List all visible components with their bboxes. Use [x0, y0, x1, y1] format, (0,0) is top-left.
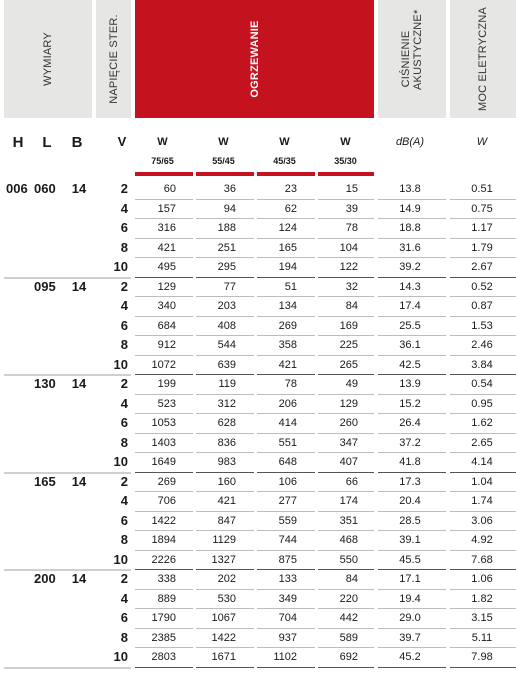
- cell-w1: 1790: [151, 612, 176, 624]
- cell-db: 20.4: [399, 495, 421, 507]
- cell-w3: 133: [278, 573, 297, 585]
- cell-v: 4: [120, 298, 128, 313]
- cell-w4: 169: [339, 319, 358, 332]
- cell-w2: 251: [217, 241, 236, 254]
- subheader-h: H: [12, 134, 24, 151]
- group-b-value: 14: [71, 376, 87, 391]
- cell-w4: 15: [345, 183, 358, 195]
- cell-p: 7.98: [471, 651, 493, 663]
- cell-p: 7.68: [471, 553, 493, 566]
- cell-w2: 119: [218, 378, 236, 390]
- cell-w3: 124: [278, 222, 297, 234]
- cell-w1: 889: [157, 592, 176, 605]
- cell-w3: 206: [278, 397, 297, 410]
- cell-w1: 1403: [151, 436, 176, 449]
- cell-w2: 94: [223, 202, 236, 215]
- cell-v: 8: [120, 532, 128, 547]
- cell-p: 3.06: [471, 514, 493, 527]
- cell-p: 0.75: [471, 202, 493, 215]
- cell-w4: 260: [339, 417, 358, 429]
- cell-w1: 495: [157, 261, 176, 273]
- cell-w2: 77: [223, 280, 236, 293]
- cell-w1: 1649: [151, 456, 176, 468]
- cell-w4: 442: [339, 612, 358, 624]
- cell-v: 2: [120, 181, 128, 196]
- cell-w1: 1422: [151, 514, 176, 527]
- cell-w4: 122: [339, 261, 358, 273]
- cell-db: 13.8: [399, 183, 421, 195]
- table-row: [0, 336, 516, 355]
- cell-w1: 129: [157, 280, 176, 293]
- cell-w1: 340: [157, 300, 176, 312]
- table-row: [0, 414, 516, 433]
- cell-p: 0.52: [471, 280, 493, 293]
- cell-divider: [135, 667, 193, 668]
- cell-p: 1.17: [471, 222, 493, 234]
- table-row: [0, 531, 516, 550]
- cell-v: 4: [120, 590, 128, 606]
- cell-w1: 316: [157, 222, 176, 234]
- table-row: [0, 473, 516, 492]
- cell-db: 14.3: [399, 280, 421, 293]
- header-napiecie-label: NAPIĘCIE STER.: [107, 14, 120, 104]
- cell-v: 4: [120, 493, 128, 508]
- cell-w1: 199: [157, 378, 176, 390]
- group-b-value: 14: [71, 278, 87, 294]
- subheader-l: L: [42, 134, 52, 151]
- cell-db: 13.9: [399, 378, 421, 390]
- cell-v: 2: [120, 473, 128, 489]
- cell-w3: 194: [278, 261, 297, 273]
- cell-v: 2: [120, 376, 128, 391]
- cell-p: 3.15: [471, 612, 493, 624]
- group-l-value: 200: [34, 571, 56, 586]
- db-unit: dB(A): [395, 136, 425, 148]
- header-ogrzewanie: [135, 0, 374, 118]
- group-l-value: 060: [34, 181, 56, 196]
- table-row: [0, 258, 516, 277]
- cell-w3: 559: [278, 514, 297, 527]
- temp-bar-2: [196, 172, 254, 176]
- group-separator: [4, 667, 131, 669]
- subheader-v: V: [117, 134, 127, 149]
- cell-w2: 408: [217, 319, 236, 332]
- cell-db: 17.1: [399, 573, 421, 585]
- cell-w1: 1072: [151, 358, 176, 371]
- cell-w1: 421: [157, 241, 176, 254]
- cell-w2: 295: [217, 261, 236, 273]
- table-row: [0, 317, 516, 336]
- cell-p: 1.62: [471, 417, 493, 429]
- table-row: [0, 629, 516, 648]
- cell-p: 2.46: [471, 339, 493, 351]
- cell-v: 6: [120, 610, 128, 625]
- table-row: [0, 375, 516, 394]
- cell-p: 1.74: [471, 495, 493, 507]
- cell-p: 1.82: [471, 592, 493, 605]
- cell-w4: 174: [339, 495, 358, 507]
- cell-w1: 338: [157, 573, 176, 585]
- cell-db: 19.4: [399, 592, 421, 605]
- cell-w2: 1067: [211, 612, 236, 624]
- table-row: [0, 590, 516, 609]
- cell-w4: 692: [339, 651, 358, 663]
- cell-w2: 1422: [211, 631, 236, 644]
- cell-w3: 358: [278, 339, 297, 351]
- group-b-value: 14: [71, 181, 87, 196]
- cell-w2: 530: [217, 592, 236, 605]
- cell-w2: 847: [217, 514, 236, 527]
- cell-db: 17.3: [399, 475, 421, 488]
- group-b-value: 14: [71, 473, 87, 489]
- cell-w2: 1671: [211, 651, 236, 663]
- cell-v: 6: [120, 220, 128, 235]
- temp-35-30: 35/30: [334, 156, 357, 166]
- cell-p: 0.54: [471, 378, 493, 390]
- cell-w2: 421: [217, 495, 236, 507]
- cell-w2: 160: [217, 475, 236, 488]
- cell-v: 4: [120, 395, 128, 411]
- cell-w2: 639: [217, 358, 236, 371]
- cell-p: 1.79: [471, 241, 493, 254]
- cell-w4: 129: [339, 397, 358, 410]
- group-b-value: 14: [71, 571, 87, 586]
- cell-w2: 36: [223, 183, 236, 195]
- table-row: [0, 648, 516, 667]
- cell-w3: 648: [278, 456, 297, 468]
- table-row: [0, 512, 516, 531]
- cell-p: 5.11: [471, 631, 493, 644]
- cell-divider: [378, 667, 446, 668]
- cell-w3: 269: [278, 319, 297, 332]
- cell-db: 18.8: [399, 222, 421, 234]
- header-wymiary: [4, 0, 92, 118]
- header-moc-label: MOC ELETRYCZNA: [477, 6, 489, 112]
- table-row: [0, 551, 516, 570]
- cell-w2: 202: [217, 573, 236, 585]
- cell-w4: 32: [345, 280, 358, 293]
- cell-db: 15.2: [399, 397, 421, 410]
- cell-v: 8: [120, 434, 128, 450]
- cell-p: 0.87: [471, 300, 493, 312]
- cell-w2: 983: [217, 456, 236, 468]
- table-row: [0, 356, 516, 375]
- group-l-value: 095: [34, 278, 56, 294]
- cell-divider: [318, 667, 374, 668]
- cell-db: 41.8: [399, 456, 421, 468]
- cell-v: 10: [113, 454, 128, 469]
- cell-db: 17.4: [399, 300, 421, 312]
- cell-w2: 544: [217, 339, 236, 351]
- table-row: [0, 492, 516, 511]
- cell-w4: 265: [339, 358, 358, 371]
- cell-w3: 165: [278, 241, 297, 254]
- table-row: [0, 200, 516, 219]
- cell-p: 1.06: [471, 573, 493, 585]
- cell-p: 0.51: [471, 183, 493, 195]
- cell-db: 42.5: [399, 358, 421, 371]
- table-row: [0, 297, 516, 316]
- cell-w1: 2803: [151, 651, 176, 663]
- table-row: [0, 219, 516, 238]
- cell-w4: 225: [339, 339, 358, 351]
- cell-w4: 550: [339, 553, 358, 566]
- cell-w1: 706: [157, 495, 176, 507]
- cell-w2: 203: [217, 300, 236, 312]
- cell-w4: 407: [339, 456, 358, 468]
- cell-db: 45.2: [399, 651, 421, 663]
- cell-w2: 628: [217, 417, 236, 429]
- cell-w3: 134: [278, 300, 297, 312]
- cell-w1: 1894: [151, 534, 176, 546]
- cell-w3: 78: [284, 378, 297, 390]
- table-row: [0, 570, 516, 589]
- cell-w4: 104: [339, 241, 358, 254]
- cell-w2: 836: [217, 436, 236, 449]
- cell-w4: 84: [345, 573, 358, 585]
- cell-p: 1.53: [471, 319, 493, 332]
- cell-w1: 1053: [151, 417, 176, 429]
- header-cisnienie-label: CIŚNIENIE AKUSTYCZNE*: [400, 9, 424, 90]
- power-unit: W: [476, 136, 488, 148]
- cell-w3: 51: [284, 280, 297, 293]
- header-cisnienie: [378, 0, 446, 118]
- table-row: [0, 278, 516, 297]
- group-l-value: 130: [34, 376, 56, 391]
- cell-w4: 468: [339, 534, 358, 546]
- cell-w3: 551: [278, 436, 297, 449]
- cell-v: 10: [113, 551, 128, 567]
- cell-w4: 49: [345, 378, 358, 390]
- table-row: [0, 239, 516, 258]
- temp-75-65: 75/65: [151, 156, 174, 166]
- temp-55-45: 55/45: [212, 156, 235, 166]
- cell-w3: 414: [278, 417, 297, 429]
- cell-w3: 106: [278, 475, 297, 488]
- cell-v: 2: [120, 571, 128, 586]
- cell-w3: 1102: [273, 651, 297, 663]
- cell-db: 39.2: [399, 261, 421, 273]
- cell-p: 3.84: [471, 358, 493, 371]
- cell-w1: 269: [157, 475, 176, 488]
- cell-p: 2.67: [471, 261, 493, 273]
- cell-w2: 1129: [212, 534, 236, 546]
- cell-w4: 78: [345, 222, 358, 234]
- temp-bar-4: [318, 172, 374, 176]
- table-row: [0, 609, 516, 628]
- cell-divider: [196, 667, 254, 668]
- cell-v: 10: [113, 356, 128, 372]
- cell-w1: 684: [157, 319, 176, 332]
- cell-v: 6: [120, 512, 128, 528]
- cell-w4: 84: [345, 300, 358, 312]
- group-h-value: 006: [6, 181, 28, 196]
- cell-p: 4.92: [471, 534, 493, 546]
- cell-w4: 589: [339, 631, 358, 644]
- cell-db: 39.1: [399, 534, 421, 546]
- cell-w3: 704: [278, 612, 297, 624]
- header-wymiary-label: WYMIARY: [42, 32, 54, 86]
- cell-w3: 421: [278, 358, 297, 371]
- cell-w4: 351: [339, 514, 358, 527]
- cell-w3: 23: [284, 183, 297, 195]
- cell-p: 1.04: [471, 475, 493, 488]
- cell-w3: 937: [278, 631, 297, 644]
- cell-w1: 60: [163, 183, 176, 195]
- cell-v: 4: [120, 200, 128, 216]
- cell-db: 36.1: [399, 339, 421, 351]
- cell-w4: 347: [339, 436, 358, 449]
- cell-w2: 188: [217, 222, 236, 234]
- cell-w1: 912: [157, 339, 176, 351]
- table-row: [0, 453, 516, 472]
- cell-v: 2: [120, 278, 128, 294]
- cell-db: 39.7: [399, 631, 421, 644]
- cell-w3: 349: [278, 592, 297, 605]
- cell-w4: 66: [345, 475, 358, 488]
- cell-db: 28.5: [399, 514, 421, 527]
- cell-w3: 277: [278, 495, 297, 507]
- cell-w2: 312: [217, 397, 236, 410]
- cell-w1: 2226: [151, 553, 176, 566]
- cell-db: 14.9: [399, 202, 421, 215]
- header-napiecie: [96, 0, 131, 118]
- w-unit-1: W: [157, 136, 168, 148]
- cell-w1: 157: [157, 202, 176, 215]
- cell-p: 0.95: [471, 397, 493, 410]
- header-moc: [450, 0, 516, 118]
- cell-w3: 62: [284, 202, 297, 215]
- cell-p: 2.65: [471, 436, 493, 449]
- cell-w2: 1327: [211, 553, 236, 566]
- cell-w1: 2385: [151, 631, 176, 644]
- cell-w4: 220: [339, 592, 358, 605]
- w-unit-2: W: [218, 136, 229, 148]
- temp-bar-3: [257, 172, 315, 176]
- table-row: [0, 395, 516, 414]
- temp-45-35: 45/35: [273, 156, 296, 166]
- subheader-b: B: [71, 134, 83, 151]
- temp-bar-1: [135, 172, 193, 176]
- cell-v: 10: [113, 259, 128, 274]
- cell-w3: 875: [278, 553, 297, 566]
- cell-v: 8: [120, 337, 128, 352]
- w-unit-4: W: [340, 136, 351, 148]
- cell-v: 6: [120, 317, 128, 333]
- cell-p: 4.14: [471, 456, 493, 468]
- header-ogrzewanie-label: OGRZEWANIE: [248, 20, 261, 98]
- table-row: [0, 434, 516, 453]
- cell-db: 45.5: [399, 553, 421, 566]
- cell-v: 8: [120, 629, 128, 645]
- cell-db: 26.4: [399, 417, 421, 429]
- cell-w1: 523: [157, 397, 176, 410]
- cell-db: 25.5: [399, 319, 421, 332]
- cell-w4: 39: [345, 202, 358, 215]
- group-l-value: 165: [34, 473, 56, 489]
- cell-divider: [257, 667, 315, 668]
- w-unit-3: W: [279, 136, 290, 148]
- cell-db: 29.0: [399, 612, 421, 624]
- cell-v: 8: [120, 239, 128, 255]
- cell-divider: [450, 667, 516, 668]
- table-row: [0, 180, 516, 199]
- cell-v: 6: [120, 415, 128, 430]
- cell-v: 10: [113, 649, 128, 664]
- cell-w3: 744: [278, 534, 297, 546]
- cell-db: 31.6: [399, 241, 421, 254]
- cell-db: 37.2: [399, 436, 421, 449]
